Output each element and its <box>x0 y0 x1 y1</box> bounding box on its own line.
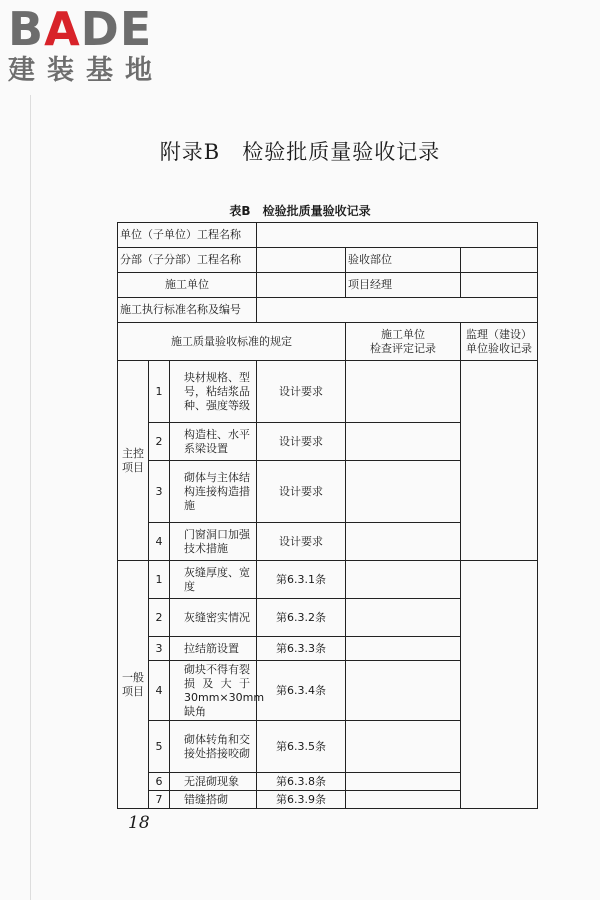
item-number: 6 <box>149 773 170 791</box>
logo-subtitle: 建装基地 <box>8 55 164 86</box>
item-text: 拉结筋设置 <box>170 637 257 661</box>
subproject-label: 分部（子分部）工程名称 <box>118 248 257 273</box>
item-text: 门窗洞口加强技术措施 <box>170 523 257 561</box>
item-requirement: 第6.3.4条 <box>257 661 346 721</box>
item-number: 2 <box>149 423 170 461</box>
contractor-record-cell <box>346 361 461 423</box>
contractor-record-cell <box>346 773 461 791</box>
contractor-value <box>257 273 346 298</box>
standard-value <box>257 298 538 323</box>
page-number: 18 <box>128 813 150 833</box>
item-text: 砌体转角和交接处搭接咬砌 <box>170 721 257 773</box>
table-row <box>118 273 538 298</box>
item-requirement: 第6.3.3条 <box>257 637 346 661</box>
item-requirement: 设计要求 <box>257 423 346 461</box>
item-text: 无混砌现象 <box>170 773 257 791</box>
main-group-label: 主控 项目 <box>118 361 149 561</box>
supervisor-record-cell <box>461 361 538 561</box>
item-number: 3 <box>149 637 170 661</box>
item-number: 4 <box>149 523 170 561</box>
item-number: 1 <box>149 561 170 599</box>
table-row <box>118 361 538 423</box>
item-requirement: 设计要求 <box>257 461 346 523</box>
item-text: 错缝搭砌 <box>170 791 257 809</box>
item-text: 块材规格、型号，粘结浆品种、强度等级 <box>170 361 257 423</box>
contractor-record-cell <box>346 523 461 561</box>
table-header-row <box>118 323 538 361</box>
contractor-record-cell <box>346 461 461 523</box>
item-requirement: 第6.3.5条 <box>257 721 346 773</box>
contractor-record-cell <box>346 599 461 637</box>
item-text: 砌块不得有裂损及大于30mm×30mm缺角 <box>170 661 257 721</box>
item-requirement: 第6.3.1条 <box>257 561 346 599</box>
item-requirement: 设计要求 <box>257 361 346 423</box>
item-number: 1 <box>149 361 170 423</box>
standard-label: 施工执行标准名称及编号 <box>118 298 257 323</box>
inspection-record-table <box>117 222 538 809</box>
project-name-value <box>257 223 538 248</box>
item-text: 灰缝密实情况 <box>170 599 257 637</box>
item-number: 7 <box>149 791 170 809</box>
contractor-record-cell <box>346 721 461 773</box>
logo <box>8 2 178 88</box>
item-text: 构造柱、水平系梁设置 <box>170 423 257 461</box>
appendix-title: 附录B 检验批质量验收记录 <box>159 140 441 164</box>
project-manager-value <box>461 273 538 298</box>
inspection-part-label: 验收部位 <box>346 248 461 273</box>
logo-wordmark: BADE <box>8 2 153 56</box>
item-number: 5 <box>149 721 170 773</box>
contractor-record-cell <box>346 661 461 721</box>
table-row <box>118 298 538 323</box>
item-number: 3 <box>149 461 170 523</box>
contractor-record-cell <box>346 561 461 599</box>
item-requirement: 设计要求 <box>257 523 346 561</box>
table-caption: 表B 检验批质量验收记录 <box>229 204 371 218</box>
contractor-label: 施工单位 <box>118 273 257 298</box>
item-number: 2 <box>149 599 170 637</box>
col-standard-header: 施工质量验收标准的规定 <box>118 323 346 361</box>
general-group-label: 一般 项目 <box>118 561 149 809</box>
item-text: 灰缝厚度、宽度 <box>170 561 257 599</box>
item-requirement: 第6.3.9条 <box>257 791 346 809</box>
subproject-value <box>257 248 346 273</box>
col-supervisor-header: 监理（建设） 单位验收记录 <box>461 323 538 361</box>
item-number: 4 <box>149 661 170 721</box>
project-name-label: 单位（子单位）工程名称 <box>118 223 257 248</box>
item-text: 砌体与主体结构连接构造措施 <box>170 461 257 523</box>
item-requirement: 第6.3.8条 <box>257 773 346 791</box>
contractor-record-cell <box>346 637 461 661</box>
contractor-record-cell <box>346 791 461 809</box>
contractor-record-cell <box>346 423 461 461</box>
table-row <box>118 561 538 599</box>
supervisor-record-cell <box>461 561 538 809</box>
item-requirement: 第6.3.2条 <box>257 599 346 637</box>
project-manager-label: 项目经理 <box>346 273 461 298</box>
table-row <box>118 223 538 248</box>
inspection-part-value <box>461 248 538 273</box>
col-contractor-header: 施工单位 检查评定记录 <box>346 323 461 361</box>
table-row <box>118 248 538 273</box>
